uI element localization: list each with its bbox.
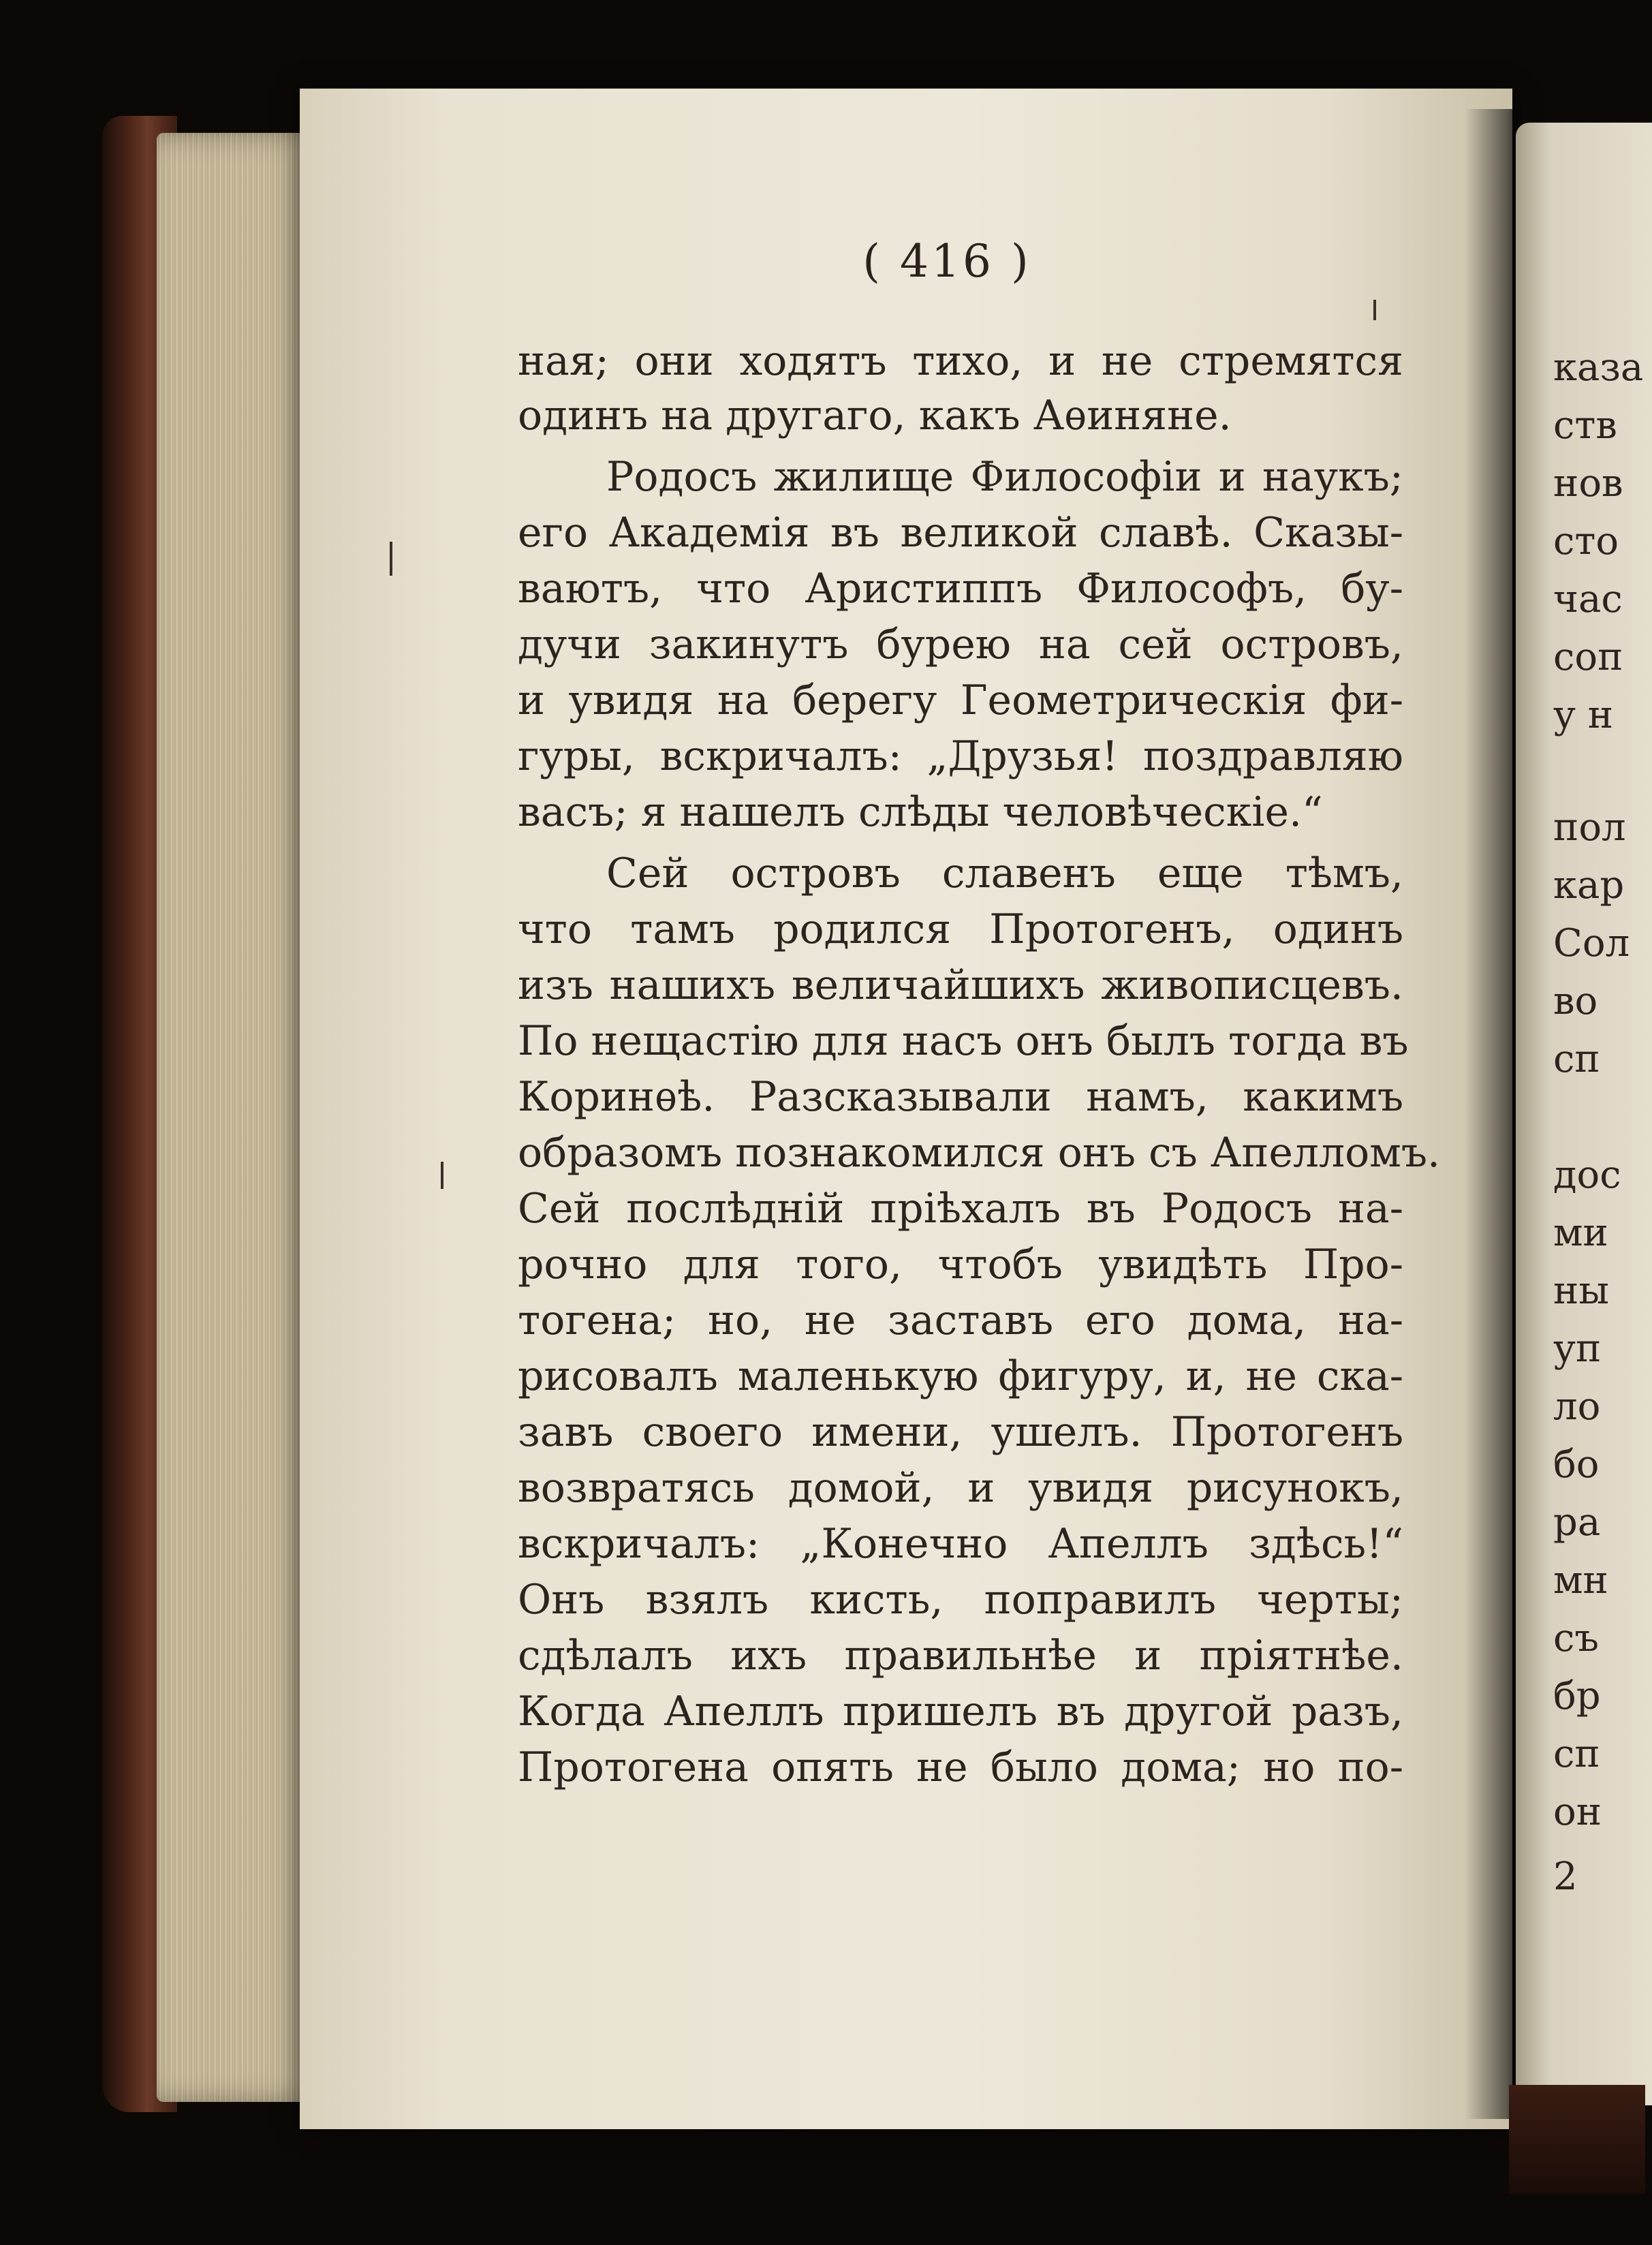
text-line: По нещастію для насъ онъ былъ тогда въ xyxy=(518,1017,1409,1065)
text-line: Протогена опять не было дома; но по- xyxy=(518,1744,1403,1791)
text-fragment: ми xyxy=(1553,1211,1608,1255)
text-fragment: Сол xyxy=(1553,921,1630,965)
text-line: рисовалъ маленькую фигуру, и, не ска- xyxy=(518,1352,1403,1400)
text-fragment: 2 xyxy=(1553,1855,1578,1899)
text-fragment: мн xyxy=(1553,1558,1608,1603)
book-cover-bottom xyxy=(1509,2085,1645,2194)
stray-mark xyxy=(390,542,392,576)
text-line: завъ своего имени, ушелъ. Протогенъ xyxy=(518,1408,1403,1456)
text-line: рочно для того, чтобъ увидѣть Про- xyxy=(518,1241,1403,1288)
text-line: изъ нашихъ величайшихъ живописцевъ. xyxy=(518,961,1403,1009)
text-fragment: нов xyxy=(1553,461,1623,506)
text-fragment: во xyxy=(1553,979,1598,1023)
text-line: возвратясь домой, и увидя рисунокъ, xyxy=(518,1464,1403,1512)
text-fragment: бо xyxy=(1553,1442,1600,1487)
text-fragment: сп xyxy=(1553,1037,1600,1081)
text-line: ваютъ, что Аристиппъ Философъ, бу- xyxy=(518,565,1403,613)
text-line: дучи закинутъ бурею на сей островъ, xyxy=(518,621,1403,668)
text-line: васъ; я нашелъ слѣды человѣческіе.“ xyxy=(518,788,1323,836)
text-fragment: уп xyxy=(1553,1327,1602,1371)
text-fragment: дос xyxy=(1553,1153,1621,1197)
text-line: Коринѳѣ. Разсказывали намъ, какимъ xyxy=(518,1073,1403,1121)
page-edges xyxy=(157,133,313,2102)
text-fragment: соп xyxy=(1553,635,1623,679)
text-line: тогена; но, не заставъ его дома, на- xyxy=(518,1297,1403,1344)
text-fragment: у н xyxy=(1553,693,1614,737)
text-line: и увидя на берегу Геометрическія фи- xyxy=(518,677,1403,724)
text-line: что тамъ родился Протогенъ, одинъ xyxy=(518,905,1403,953)
text-fragment: ны xyxy=(1553,1269,1609,1313)
text-line: образомъ познакомился онъ съ Апелломъ. xyxy=(518,1129,1441,1177)
text-line: вскричалъ: „Конечно Апеллъ здѣсь!“ xyxy=(518,1520,1403,1568)
text-line: гуры, вскричалъ: „Друзья! поздравляю xyxy=(518,732,1403,780)
stray-mark xyxy=(1373,300,1376,320)
text-fragment: каза xyxy=(1553,345,1644,390)
text-line: Родосъ жилище Философіи и наукъ; xyxy=(606,453,1403,501)
text-line: ная; они ходятъ тихо, и не стремятся xyxy=(518,337,1403,385)
text-line: Онъ взялъ кисть, поправилъ черты; xyxy=(518,1576,1403,1624)
page-number: ( 416 ) xyxy=(862,235,1031,288)
text-line: Когда Апеллъ пришелъ въ другой разъ, xyxy=(518,1688,1403,1735)
text-fragment: ра xyxy=(1553,1500,1601,1545)
text-fragment: съ xyxy=(1553,1616,1599,1660)
text-fragment: пол xyxy=(1553,805,1626,850)
text-fragment: ств xyxy=(1553,403,1617,448)
stray-mark xyxy=(441,1162,443,1189)
text-line: одинъ на другаго, какъ Аѳиняне. xyxy=(518,392,1232,439)
text-line: его Академія въ великой славѣ. Сказы- xyxy=(518,509,1403,557)
text-fragment: ло xyxy=(1553,1384,1601,1429)
text-fragment: он xyxy=(1553,1790,1602,1834)
text-fragment: кар xyxy=(1553,863,1625,908)
text-fragment: сп xyxy=(1553,1732,1600,1776)
text-line: сдѣлалъ ихъ правильнѣе и пріятнѣе. xyxy=(518,1632,1403,1679)
text-line: Сей островъ славенъ еще тѣмъ, xyxy=(606,850,1403,897)
text-fragment: час xyxy=(1553,577,1623,621)
text-fragment: сто xyxy=(1553,519,1619,563)
text-fragment: бр xyxy=(1553,1674,1601,1718)
text-line: Сей послѣдній пріѣхалъ въ Родосъ на- xyxy=(518,1185,1403,1233)
